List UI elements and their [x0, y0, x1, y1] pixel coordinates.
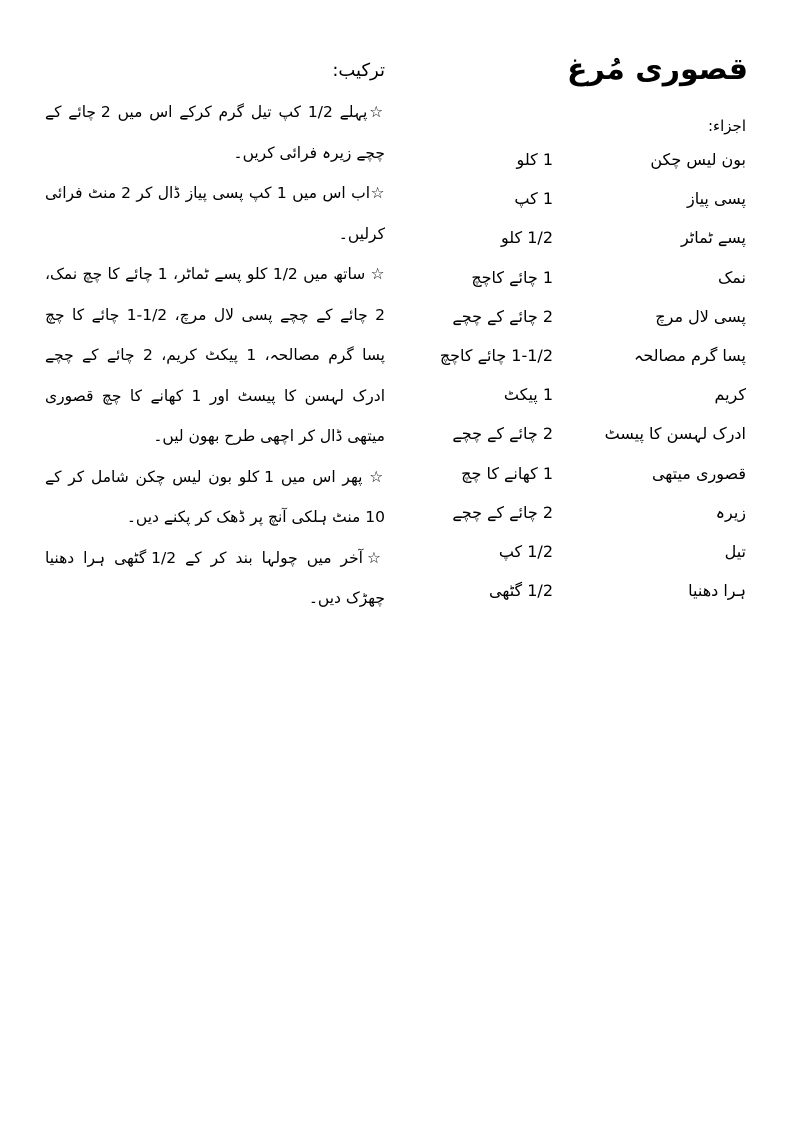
ingredient-quantity: 1 پیکٹ [503, 385, 553, 405]
recipe-title: قصوری مُرغ [567, 52, 748, 87]
ingredient-name: ہرا دھنیا [688, 581, 746, 601]
ingredient-name: پسا گرم مصالحہ [633, 346, 746, 365]
method-step: ☆آخر میں چولہا بند کر کے 1/2 گٹھی ہرا دھنیا چھڑک دیں۔ [45, 548, 386, 607]
ingredient-name: نمک [717, 267, 746, 287]
ingredient-quantity: 1 چائے کاچچ [471, 267, 553, 287]
ingredient-quantity: 1-1/2 چائے کاچچ [439, 346, 553, 365]
ingredient-quantity: 1 کپ [514, 189, 553, 209]
ingredient-name: پسی پیاز [686, 189, 746, 209]
ingredient-name: پسے ٹماٹر [680, 228, 746, 248]
method-step: ☆ پھر اس میں 1 کلو بون لیس چکن شامل کر کے 10 منٹ ہلکی آنچ پر ڈھک کر پکنے دیں۔ [45, 467, 385, 526]
ingredient-quantity: 2 چائے کے چچے [452, 306, 553, 326]
method-step: ☆ ساتھ میں 1/2 کلو پسے ٹماٹر، 1 چائے کا چچ نمک، 2 چائے کے چچے پسی لال مرچ، 1/2-1 چائے کا چچ پسا گرم مصالحہ، 1 پیکٹ کریم، 2 چائے کے چچے ادرک لہسن کا پیسٹ اور 1 کھانے کا چچ قصوری میتھی ڈال کر اچھی طرح بھون لیں۔ [45, 265, 385, 445]
ingredient-quantity: 2 چائے کے چچے [452, 502, 553, 522]
method-step: ☆پہلے 1/2 کپ تیل گرم کرکے اس میں 2 چائے کے چچے زیرہ فرائی کریں۔ [45, 103, 385, 162]
ingredient-name: بون لیس چکن [650, 150, 746, 169]
ingredient-quantity: 2 چائے کے چچے [452, 424, 553, 444]
ingredient-name: زیرہ [715, 502, 746, 522]
ingredient-quantity: 1 کھانے کا چچ [461, 463, 553, 483]
ingredient-name: قصوری میتھی [651, 463, 746, 483]
ingredient-name: کریم [714, 385, 746, 405]
ingredient-name: تیل [724, 542, 746, 561]
ingredient-quantity: 1/2 گٹھی [489, 581, 553, 601]
ingredient-quantity: 1/2 کپ [498, 542, 553, 561]
method-heading: ترکیب: [332, 60, 385, 81]
ingredient-name: پسی لال مرچ [655, 306, 746, 326]
ingredients-heading: اجزاء: [708, 117, 746, 135]
method-steps [45, 92, 385, 619]
ingredient-quantity: 1 کلو [516, 150, 553, 169]
method-step: ☆اب اس میں 1 کپ پسی پیاز ڈال کر 2 منٹ فرائی کرلیں۔ [45, 184, 385, 243]
ingredient-name: ادرک لہسن کا پیسٹ [604, 424, 746, 444]
ingredient-quantity: 1/2 کلو [500, 228, 553, 248]
